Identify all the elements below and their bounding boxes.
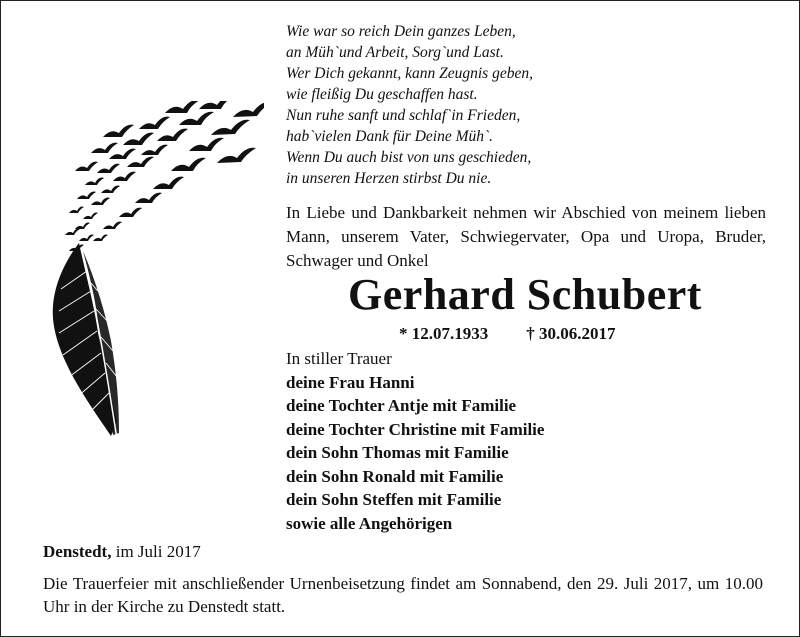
death-date: † 30.06.2017 — [526, 324, 616, 343]
mourner: dein Sohn Ronald mit Familie — [286, 466, 504, 486]
poem — [286, 21, 706, 189]
mourner: deine Frau Hanni — [286, 372, 415, 392]
mourner: deine Tochter Christine mit Familie — [286, 419, 545, 439]
poem-line: an Müh`und Arbeit, Sorg`und Last. — [286, 44, 504, 61]
poem-line: Wie war so reich Dein ganzes Leben, — [286, 23, 516, 40]
place-date — [43, 540, 201, 564]
mourner: dein Sohn Thomas mit Familie — [286, 443, 509, 462]
poem-line: in unseren Herzen stirbst Du nie. — [286, 170, 492, 187]
mourner: sowie alle Angehörigen — [286, 513, 453, 533]
birth-date: * 12.07.1933 — [399, 324, 489, 343]
life-dates — [399, 323, 616, 345]
service-info: Die Trauerfeier mit anschließender Urnenbeisetzung findet am Sonnabend, den 29. Juli 2017, um 10.00 Uhr in der Kirche zu Denstedt statt. — [43, 574, 763, 616]
mourner: deine Tochter Antje mit Familie — [286, 396, 517, 415]
feather-birds-icon — [39, 101, 264, 446]
notice-date: im Juli 2017 — [115, 542, 201, 561]
mourners-list — [286, 347, 766, 535]
deceased-name: Gerhard Schubert — [348, 270, 702, 319]
poem-line: Nun ruhe sanft und schlaf`in Frieden, — [286, 107, 521, 124]
poem-line: hab`vielen Dank für Deine Müh`. — [286, 128, 494, 145]
mourning-header: In stiller Trauer — [286, 349, 392, 368]
place: Denstedt, — [43, 542, 112, 561]
poem-line: Wer Dich gekannt, kann Zeugnis geben, — [286, 65, 533, 82]
poem-line: Wenn Du auch bist von uns geschieden, — [286, 149, 532, 166]
intro-text: In Liebe und Dankbarkeit nehmen wir Abschied von meinem lieben Mann, unserem Vater, Schwiegervater, Opa und Uropa, Bruder, Schwager und Onkel — [286, 203, 766, 270]
poem-line: wie fleißig Du geschaffen hast. — [286, 86, 478, 103]
mourner: dein Sohn Steffen mit Familie — [286, 490, 502, 509]
